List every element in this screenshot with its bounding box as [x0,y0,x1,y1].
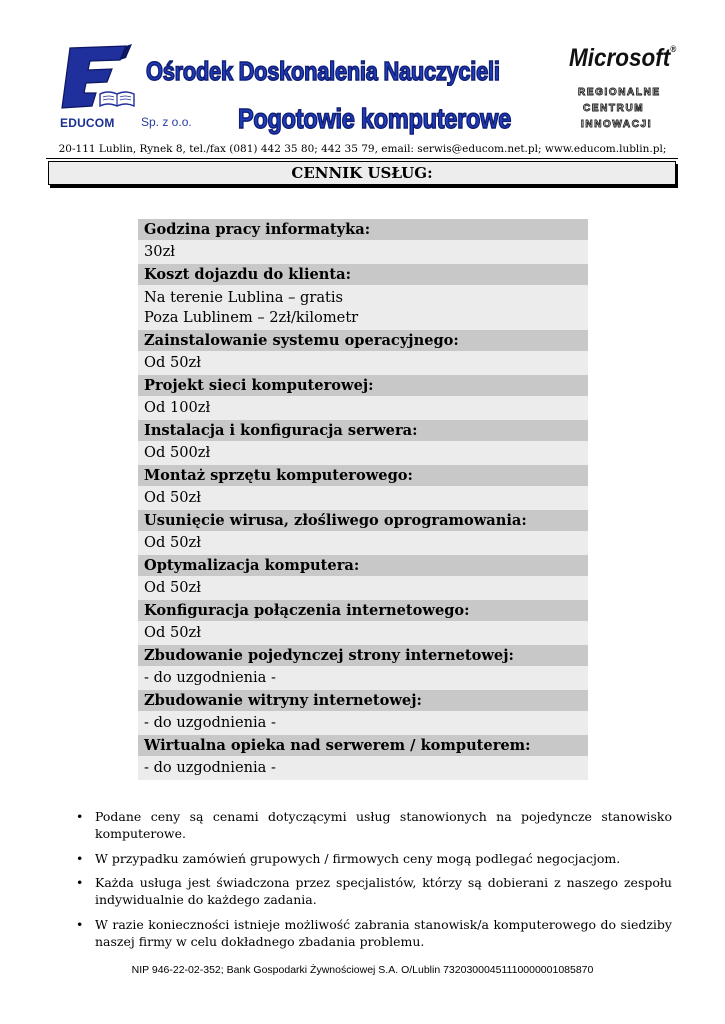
service-name: Optymalizacja komputera: [138,555,588,576]
service-price [138,396,588,420]
note-item [72,874,672,908]
ms-center-line-3: INNOWACJI [581,119,653,130]
service-price-line: Od 500zł [144,444,211,461]
header-divider [46,158,678,159]
service-price [138,711,588,735]
note-text: W przypadku zamówień grupowych / firmowych ceny mogą podlegać negocjacjom. [95,850,621,866]
note-item [72,916,672,950]
educom-logo-text: EDUCOM [60,116,115,130]
contact-line: 20-111 Lublin, Rynek 8, tel./fax (081) 442 35 80; 442 35 79, email: serwis@educom.net.pl; www.educom.lublin.pl; [58,143,667,155]
bullet-icon: • [76,916,84,932]
service-price-line: Na terenie Lublina – gratis [144,289,344,306]
price-list-heading: CENNIK USŁUG: [48,161,676,185]
service-name: Zbudowanie witryny internetowej: [138,690,588,711]
note-text: Każda usługa jest świadczona przez specjalistów, którzy są dobierani z naszego zespołu indywidualnie do każdego zadania. [95,875,672,907]
service-name: Projekt sieci komputerowej: [138,375,588,396]
note-text: W razie konieczności istnieje możliwość zabrania stanowisk/a komputerowego do siedziby naszej firmy w celu dokładnego zbadania problemu. [95,916,672,949]
service-price [138,240,588,264]
bullet-icon: • [76,809,84,824]
price-table [138,219,588,780]
service-title: Pogotowie komputerowe [238,103,512,134]
service-price [138,666,588,690]
educom-e-logo-icon [56,44,136,122]
service-name: Konfiguracja połączenia internetowego: [138,600,588,621]
service-price [138,441,588,465]
service-price-line: Od 50zł [144,489,201,506]
service-price [138,756,588,780]
microsoft-logo [569,44,676,73]
footer-bank-info: NIP 946-22-02-352; Bank Gospodarki Żywnościowej S.A. O/Lublin 73203000451110000001085870 [131,964,594,976]
ms-center-line-2: CENTRUM [583,103,645,114]
service-price [138,621,588,645]
service-price-line: 30zł [144,243,175,260]
note-item [72,808,672,842]
service-price-line: - do uzgodnienia - [144,759,276,776]
service-price-line: Poza Lublinem – 2zł/kilometr [144,308,359,326]
service-price [138,285,588,330]
organization-title: Ośrodek Doskonalenia Nauczycieli [146,56,500,86]
service-price-line: Od 50zł [144,534,201,551]
service-price-line: Od 100zł [144,399,211,416]
note-text: Podane ceny są cenami dotyczącymi usług stanowionych na pojedyncze stanowisko komputerowe. [95,809,672,841]
service-name: Koszt dojazdu do klienta: [138,264,588,285]
service-price-line: - do uzgodnienia - [144,714,276,731]
note-item [72,850,672,867]
service-price [138,486,588,510]
company-form-label: Sp. z o.o. [141,115,192,129]
service-name: Usunięcie wirusa, złośliwego oprogramowania: [138,510,588,531]
service-name: Godzina pracy informatyka: [138,219,588,240]
notes-list [72,808,672,957]
service-price-line: Od 50zł [144,624,201,641]
bullet-icon: • [76,875,84,890]
service-price-line: - do uzgodnienia - [144,669,276,686]
service-name: Zainstalowanie systemu operacyjnego: [138,330,588,351]
service-price-line: Od 50zł [144,354,201,371]
service-price-line: Od 50zł [144,579,201,596]
registered-mark: ® [670,44,677,54]
service-name: Wirtualna opieka nad serwerem / komputerem: [138,735,588,756]
service-price [138,351,588,375]
letterhead [0,0,725,155]
bullet-icon: • [76,850,84,866]
service-price [138,531,588,555]
service-name: Zbudowanie pojedynczej strony internetowej: [138,645,588,666]
service-price [138,576,588,600]
service-name: Montaż sprzętu komputerowego: [138,465,588,486]
open-book-icon [98,88,136,110]
microsoft-logo-text: Microsoft [569,44,671,72]
service-name: Instalacja i konfiguracja serwera: [138,420,588,441]
ms-center-line-1: REGIONALNE [578,87,661,98]
